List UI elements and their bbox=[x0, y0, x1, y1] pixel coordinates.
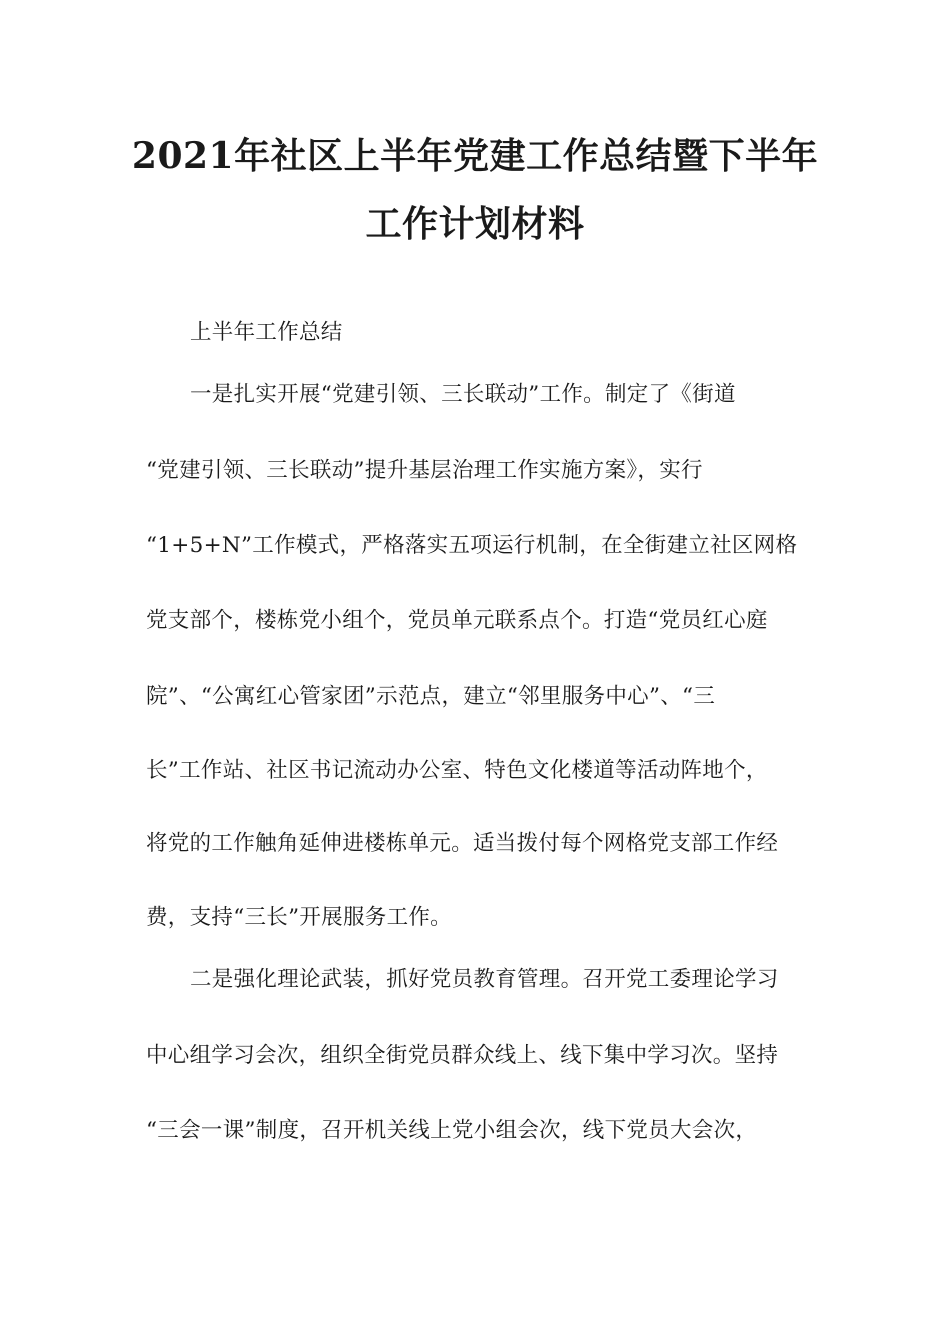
paragraph-line: “三会一课”制度，召开机关线上党小组会次，线下党员大会次， bbox=[146, 1118, 758, 1143]
paragraph-line: 院”、“公寓红心管家团”示范点，建立“邻里服务中心”、“三 bbox=[146, 684, 716, 709]
paragraph-line: 费，支持“三长”开展服务工作。 bbox=[146, 905, 452, 930]
document-title-line-1: 2021年社区上半年党建工作总结暨下半年 bbox=[131, 135, 819, 177]
document-title-line-2: 工作计划材料 bbox=[365, 203, 585, 245]
paragraph-line: 将党的工作触角延伸进楼栋单元。适当拨付每个网格党支部工作经 bbox=[146, 831, 779, 856]
paragraph-line: “1+5+N”工作模式，严格落实五项运行机制，在全街建立社区网格 bbox=[146, 533, 798, 558]
paragraph-line: 党支部个，楼栋党小组个，党员单元联系点个。打造“党员红心庭 bbox=[146, 608, 768, 633]
section-heading: 上半年工作总结 bbox=[190, 320, 343, 345]
paragraph-line: 长”工作站、社区书记流动办公室、特色文化楼道等活动阵地个， bbox=[146, 758, 768, 783]
paragraph-line: 一是扎实开展“党建引领、三长联动”工作。制定了《街道 bbox=[190, 382, 736, 407]
paragraph-line: “党建引领、三长联动”提升基层治理工作实施方案》，实行 bbox=[146, 458, 703, 483]
paragraph-line: 中心组学习会次，组织全街党员群众线上、线下集中学习次。坚持 bbox=[146, 1043, 779, 1068]
paragraph-line: 二是强化理论武装，抓好党员教育管理。召开党工委理论学习 bbox=[190, 967, 779, 992]
